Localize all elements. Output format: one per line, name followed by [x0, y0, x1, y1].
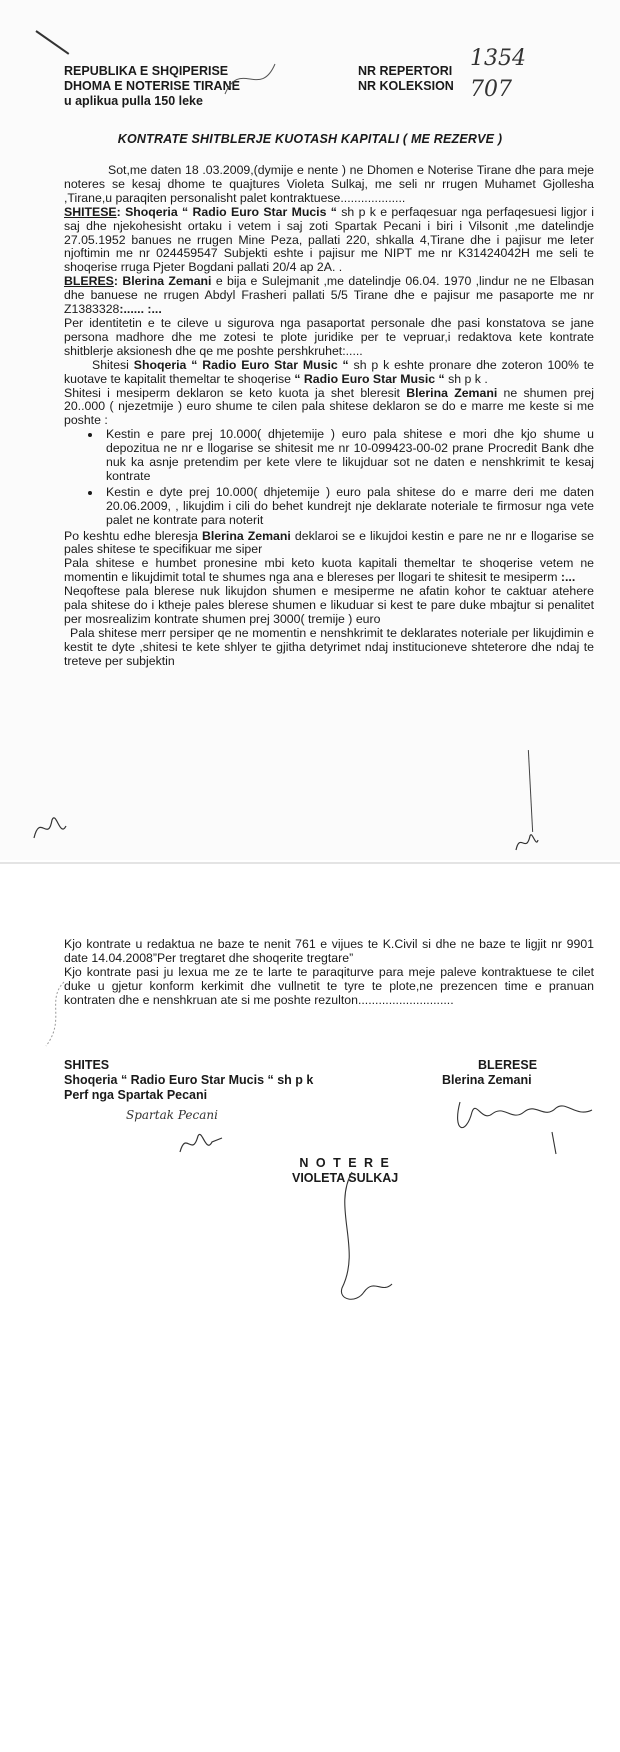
seller-signature-representative: Perf nga Spartak Pecani [64, 1088, 208, 1102]
buyer-signature-name: Blerina Zemani [442, 1073, 532, 1087]
seller-details: sh p k e perfaqesuar nga perfaqesuesi ligjor i saj dhe njekohesisht ortaku i vetem i saj zoti Spartak Pecani i biri i Vilsonit ,me datelindje 27.05.1952 banues ne rrugen Mine Peza, pallati 220, shkalla 4,Tirane dhe i pajisur me leter njoftimin me nr 024459547 Subjekti eshte i pajisur me NIPT me nr K31424042H me seli te shoqerise rruga Pjeter Bogdani pallati 20/4 ap 2A. . [64, 204, 594, 275]
margin-stamp-mark [40, 980, 70, 1050]
reading-paragraph: Kjo kontrate pasi ju lexua me ze te larte te paraqiturve para meje paleve kontraktuese te cilet duke u gjetur konform kerkimit dhe vullnetit te tyre te plote,ne prezencen time e pranuan kontraten dhe e nenshkruan ate si me poshte rezulton............................ [64, 964, 594, 1007]
seller-company-name: Shoqeria “ Radio Euro Star Mucis “ [125, 204, 337, 219]
document-title: KONTRATE SHITBLERJE KUOTASH KAPITALI ( ME REZERVE ) [117, 132, 503, 146]
buyer-paragraph: BLERES: Blerina Zemani e bija e Sulejmanit ,me datelindje 06.04. 1970 ,lindur ne ne Elbasan dhe banuese ne rrugen Abdyl Frasheri pallati 5/5 Tirane dhe e pajisur me pasaporte me nr Z1383328:...... :... [64, 274, 595, 317]
sale-paragraph: Shitesi i mesiperm deklaron se keto kuota ja shet bleresit Blerina Zemani ne shumen prej 20..000 ( njezetmije ) euro shume te cilen pala shitese deklaron se do e marre me keste si me poshte : [64, 385, 595, 428]
identity-paragraph: Per identitetin e te cileve u sigurova nga pasaportat personale dhe pasi konstatova se jane persona madhore dhe me zotesi te plote juridike per te vepruar,i redaktova kete kontrate shitblerje aksionesh dhe qe me poshte pershkruhet:..... [64, 315, 594, 358]
buyer-details-end: :...... :... [119, 302, 162, 317]
buyer-label: BLERES [64, 274, 114, 289]
margin-line [528, 750, 533, 832]
seller-signature-label: SHITES [64, 1058, 110, 1072]
penalty-paragraph: Neqoftese pala blerese nuk likujdon shumen e mesiperme ne afatin kohor te caktuar atehere pala shitese do i ktheje pales blerese shumen e likuduar si kest te pare duke mbajtur si penalitet per mosrealizim kontrate shumen prej 3000( tremije ) euro [64, 584, 594, 626]
buyer-name: Blerina Zemani [122, 274, 212, 289]
seller-initials-mark [30, 808, 70, 848]
header-republic: REPUBLIKA E SHQIPERISE [64, 64, 229, 78]
header-right [358, 64, 454, 94]
repertori-handwritten-number: 1354 [470, 46, 526, 71]
header-repertori-label: NR REPERTORI [358, 64, 453, 78]
seller-handwritten-name: Spartak Pecani [126, 1108, 218, 1122]
page-divider [0, 862, 620, 864]
legal-basis-paragraph: Kjo kontrate u redaktua ne baze te nenit 761 e vijues te K.Civil si dhe ne baze te ligjit nr 9901 date 14.04.2008”Per tregtaret dhe shoqerite tregtare” [64, 937, 594, 965]
buyer-initials-mark [512, 826, 542, 856]
buyer-details: e bija e Sulejmanit ,me datelindje 06.04. 1970 ,lindur ne ne Elbasan dhe banuese ne rrugen Abdyl Frasheri pallati 5/5 Tirane dhe e pajisur me pasaporte me nr Z1383328 [64, 274, 595, 317]
installments-list [64, 428, 594, 527]
koleksion-handwritten-number: 707 [470, 77, 512, 102]
notary-signature-scribble [312, 1168, 402, 1308]
seller-signature-company: Shoqeria “ Radio Euro Star Mucis “ sh p k [64, 1073, 314, 1087]
buyer-name-payment: Blerina Zemani [202, 528, 291, 543]
stamp-scribble [220, 54, 280, 104]
page-one [0, 0, 620, 860]
seller-paragraph: SHITESE: Shoqeria “ Radio Euro Star Mucis “ sh p k e perfaqesuar nga perfaqesuesi ligjor i saj dhe njekohesisht ortaku i vetem i saj zoti Spartak Pecani i biri i Vilsonit ,me datelindje 27.05.1952 banues ne rrugen Mine Peza, pallati 220, shkalla 4,Tirane dhe i pajisur me leter njoftimin me nr 024459547 Subjekti eshte i pajisur me NIPT me nr K31424042H me seli te shoqerise rruga Pjeter Bogdani pallati 20/4 ap 2A. . [64, 204, 594, 275]
company-name-2: “ Radio Euro Star Music “ [294, 371, 445, 386]
company-name-1: Shoqeria “ Radio Euro Star Music “ [133, 357, 349, 372]
contract-body-page-1 [64, 164, 594, 669]
seller-label: SHITESE [64, 204, 117, 219]
buyer-signature-label: BLERESE [478, 1058, 538, 1072]
ownership-paragraph: Shitesi Shoqeria “ Radio Euro Star Music “ sh p k eshte pronare dhe zoteron 100% te kuotave te kapitalit themeltar te shoqerise “ Radio Euro Star Music “ sh p k . [64, 357, 594, 386]
installment-item-1: • Kestin e pare prej 10.000( dhjetemije ) euro pala shitese e mori dhe kjo shume u depozitua ne nr e llogarise se shitesit me nr 10-099423-00-02 prane Procredit Bank dhe nuk ka asnje pretendim per kete vlere te likujduar sot ne daten e nenshkrimit te kesaj kontrate [102, 428, 594, 484]
buyer-signature-block [442, 1058, 537, 1088]
buyer-name-sale: Blerina Zemani [406, 385, 498, 400]
staple-mark [35, 30, 69, 55]
notary-label: N O T E R E [299, 1156, 391, 1170]
payment-paragraph: Po keshtu edhe bleresja Blerina Zemani deklaroi se e likujdoi kestin e pare ne nr e llogarise se pales shitese te specifikuar me siper [64, 528, 595, 557]
header-chamber: DHOMA E NOTERISE TIRANE [64, 79, 240, 93]
contract-body-page-2 [64, 938, 594, 1008]
obligations-paragraph: Pala shitese merr persiper qe ne momentin e nenshkrimit te deklarates noteriale per likujdimin e kestit te dyte ,shitesi te kete shlyer te gjitha detyrimet ndaj institucioneve shteterore dhe ndaj te treteve per subjektin [64, 625, 594, 668]
header-koleksion-label: NR KOLEKSION [358, 79, 454, 93]
header-stamp-note: u aplikua pulla 150 leke [64, 94, 203, 108]
installment-item-2: • Kestin e dyte prej 10.000( dhjetemije ) euro pala shitese do e marre deri me daten 20.06.2009, , likujdim i cili do behet kundrejt nje deklarate noteriale te firmosur nga vete palet ne kontrate para noterit [102, 486, 594, 528]
header-left [64, 64, 240, 109]
buyer-signature-scribble [452, 1092, 602, 1162]
seller-signature-block [64, 1058, 313, 1103]
notary-name: VIOLETA SULKAJ [292, 1171, 399, 1185]
seller-signature-scribble [176, 1126, 226, 1160]
intro-paragraph: Sot,me daten 18 .03.2009,(dymije e nente ) ne Dhomen e Noterise Tirane dhe para meje noteres se kesaj dhome te quajtures Violeta Sulkaj, me seli nr rrugen Muhamet Gjollesha ,Tirane,u paraqiten personalisht palet kontraktuese................... [64, 163, 594, 205]
ownership-loss-paragraph: Pala shitese e humbet pronesine mbi keto kuota kapitali themeltar te shoqerise vetem ne momentin e likujdimit total te shumes nga ana e blereses per llogari te shitesit te mesiperm :... [64, 556, 594, 585]
